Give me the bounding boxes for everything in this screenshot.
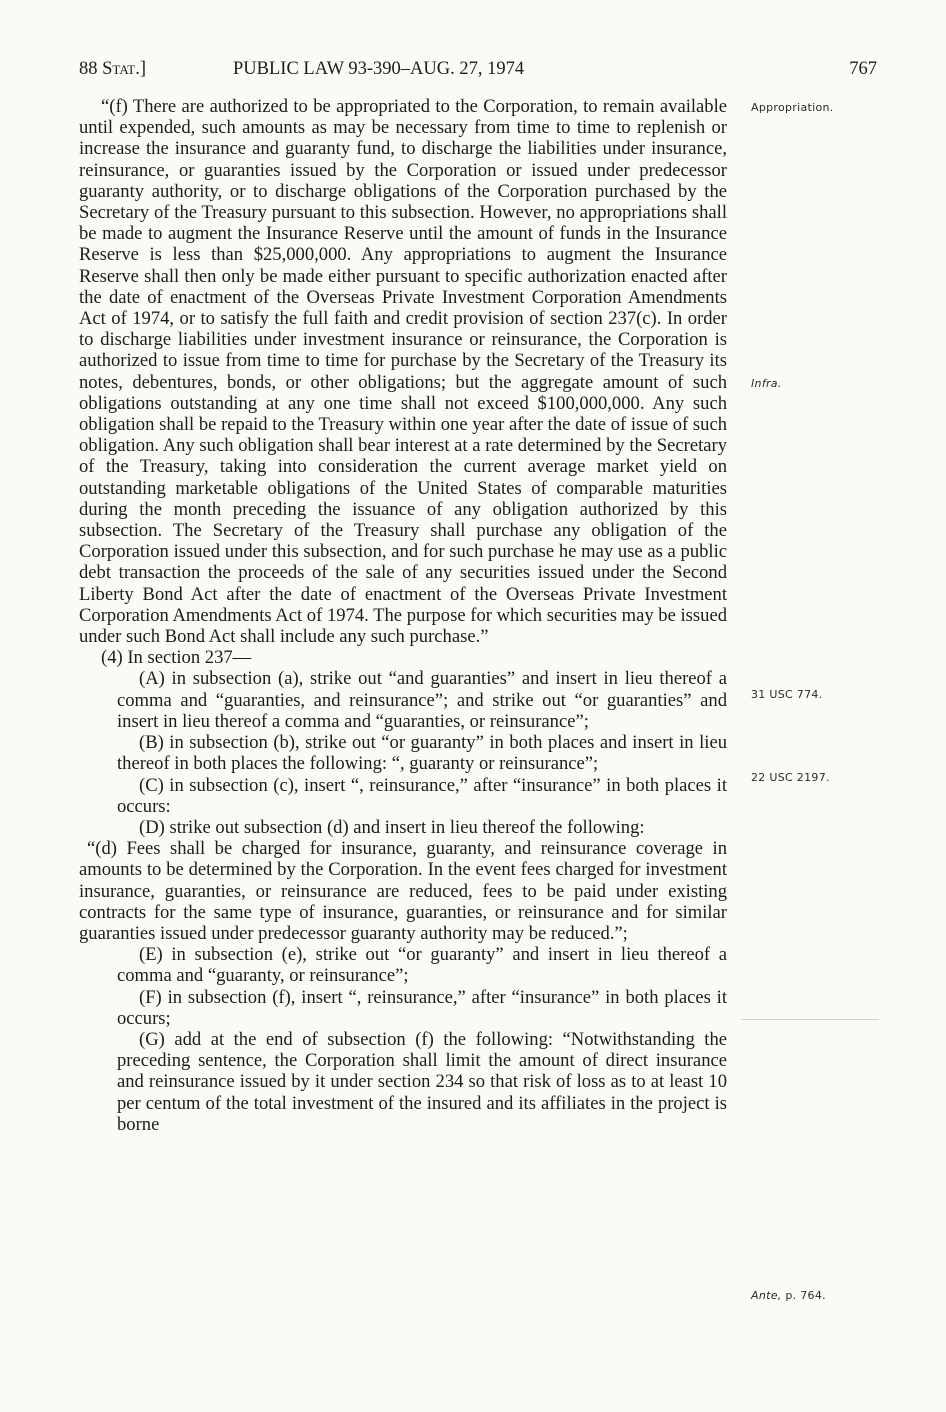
volume-bracket: ] [139, 59, 146, 79]
subsection-f-paragraph: “(f) There are authorized to be appropriated to the Corporation, to remain available until expended, such amounts as may be necessary from time to time to replenish or increase the insurance and guaranty fund, to discharge the liabilities under insurance, reinsurance, or guaranties issued by the Corporation or issued under predecessor guaranty authority, or to discharge obligations of the Corporation purchased by the Secretary of the Treasury pursuant to this subsection. However, no appropriations shall be made to augment the Insurance Reserve until the amount of funds in the Insurance Reserve is less than $25,000,000. Any appropriations to augment the Insurance Reserve shall then only be made either pursuant to specific authorization enacted after the date of enactment of the Overseas Private Investment Corporation Amendments Act of 1974, or to satisfy the full faith and credit provision of section 237(c). In order to discharge liabilities under investment insurance or reinsurance, the Corporation is authorized to issue from time to time for purchase by the Secretary of the Treasury its notes, debentures, bonds, or other obligations; but the aggregate amount of such obligations outstanding at any one time shall not exceed $100,000,000. Any such obligation shall be repaid to the Treasury within one year after the date of issue of such obligation. Any such obligation shall bear interest at a rate determined by the Secretary of the Treasury, taking into consideration the current average market yield on outstanding marketable obligations of the United States of comparable maturities during the month preceding the issuance of any obligation authorized by this subsection. The Secretary of the Treasury shall purchase any obligation of the Corporation issued under this subsection, and for such purchase he may use as a public debt transaction the proceeds of the sale of any securities issued under the Second Liberty Bond Act after the date of enactment of the Overseas Private Investment Corporation Amendments Act of 1974. The purpose for which securities may be issued under such Bond Act shall include any such purchase.” [79, 96, 727, 648]
page-number: 767 [849, 59, 877, 79]
ante-label: Ante, [751, 1289, 782, 1302]
running-title: PUBLIC LAW 93-390–AUG. 27, 1974 [233, 59, 525, 79]
volume-citation [79, 54, 146, 84]
margin-note-ante [751, 1289, 826, 1302]
margin-note-infra: Infra. [751, 377, 782, 390]
margin-rule [741, 1019, 879, 1020]
clause-g: (G) add at the end of subsection (f) the following: “Notwithstanding the preceding sentence, the Corporation shall limit the amount of direct insurance and reinsurance issued by it under section 234 so that risk of loss as to at least 10 per centum of the total investment of the insured and its affiliates in the project is borne [117, 1028, 727, 1135]
volume-number: 88 [79, 59, 98, 79]
section-4-heading: (4) In section 237— [101, 647, 252, 669]
volume-label: Stat. [102, 59, 140, 79]
subsection-d-quote: “(d) Fees shall be charged for insurance, guaranty, and reinsurance coverage in amounts to be determined by the Corporation. In the event fees charged for investment insurance, guaranties, or reinsurance are reduced, fees to be paid under existing contracts for the same type of insurance, guaranties, or reinsurance and for similar guaranties issued under predecessor guaranty authority may be reduced.”; [79, 838, 727, 944]
statute-body [79, 96, 727, 1135]
page-header [79, 54, 877, 84]
margin-note-appropriation: Appropriation. [751, 101, 834, 114]
clause-b: (B) in subsection (b), strike out “or guaranty” in both places and insert in lieu thereof in both places the following: “, guaranty or reinsurance”; [117, 732, 727, 775]
clause-f: (F) in subsection (f), insert “, reinsurance,” after “insurance” in both places it occurs; [117, 986, 727, 1029]
clause-e: (E) in subsection (e), strike out “or guaranty” and insert in lieu thereof a comma and “guaranty, or reinsurance”; [117, 944, 727, 987]
clause-a: (A) in subsection (a), strike out “and guaranties” and insert in lieu thereof a comma and “guaranties, and reinsurance”; and strike out “or guaranties” and insert in lieu thereof a comma and “guaranties, or reinsurance”; [117, 668, 727, 732]
clause-d: (D) strike out subsection (d) and insert in lieu thereof the following: [139, 816, 645, 838]
margin-note-22-usc-2197: 22 USC 2197. [751, 771, 830, 784]
margin-note-31-usc-774: 31 USC 774. [751, 688, 823, 701]
clause-c: (C) in subsection (c), insert “, reinsurance,” after “insurance” in both places it occurs: [117, 774, 727, 817]
ante-page: p. 764. [785, 1289, 826, 1302]
